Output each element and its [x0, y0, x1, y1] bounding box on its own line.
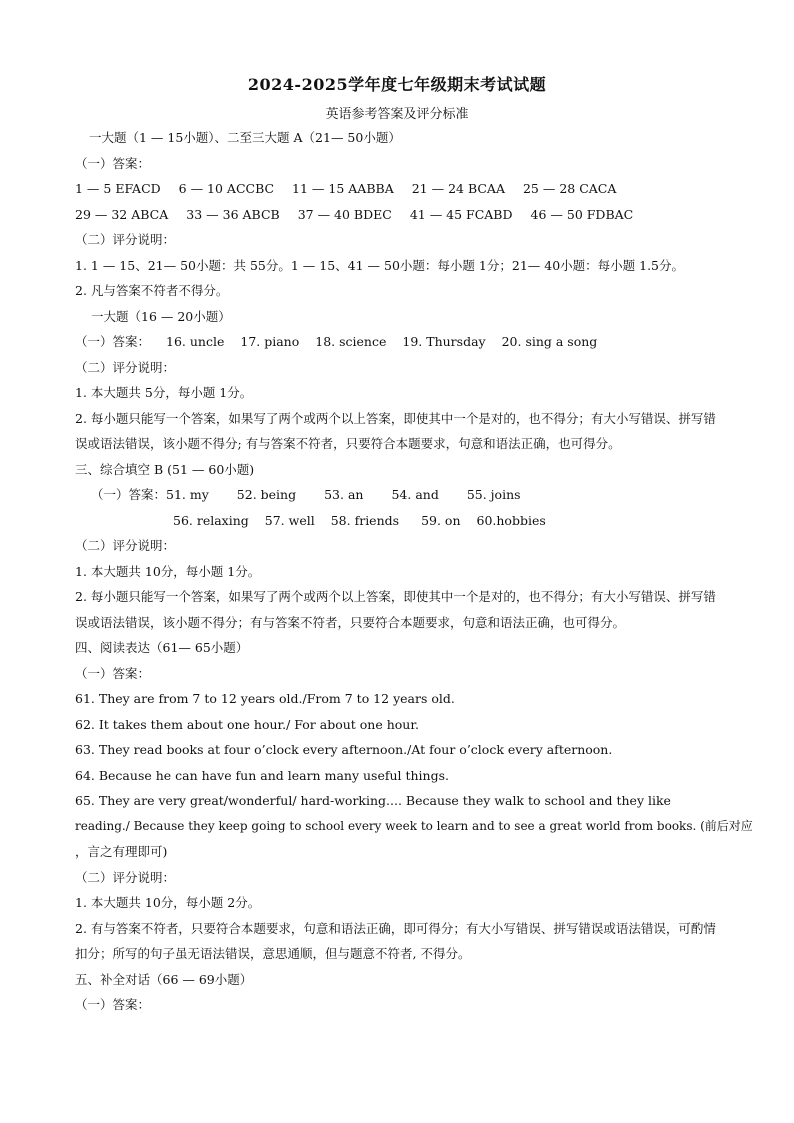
answer-group: 6 — 10 ACCBC: [178, 181, 275, 196]
answer-item: 16. uncle: [166, 334, 225, 349]
section4-heading: 四、阅读表达（61— 65小题）: [75, 640, 249, 655]
section1-eval-1: 1. 1 — 15、21— 50小题：共 55分。1 — 15、41 — 50小题：每小题 1分；21— 40小题：每小题 1.5分。: [75, 257, 684, 273]
answer-label: （一）答案：: [91, 487, 167, 502]
section5-answer-label: （一）答案：: [75, 997, 151, 1012]
answer-item: 19. Thursday: [402, 334, 486, 349]
answer-item: 17. piano: [240, 334, 300, 349]
section2-eval-label: （二）评分说明：: [75, 359, 176, 375]
answer-item: 58. friends: [330, 512, 400, 528]
section1-heading: 一大题（1 — 15小题）、二至三大题 A（21— 50小题）: [89, 130, 401, 145]
answer-group: 29 — 32 ABCA: [75, 206, 169, 222]
answer-group: 33 — 36 ABCB: [186, 206, 280, 222]
section3-eval-2: 2. 每小题只能写一个答案，如果写了两个或两个以上答案，即使其中一个是对的，也不得分；有大小写错误、拼写错误或语法错误，该小题不得分；有与答案不符者，只要符合本题要求，句意和语法正确，也可得分。: [75, 589, 716, 630]
section1-eval-label: （二）评分说明：: [75, 232, 176, 247]
section5-heading: 五、补全对话（66 — 69小题）: [75, 971, 253, 987]
section1-answers-row2: [75, 202, 725, 228]
answer-item: 20. sing a song: [501, 334, 598, 349]
answer-item: 18. science: [315, 334, 387, 349]
answer-64: 64. Because he can have fun and learn many useful things.: [75, 767, 449, 783]
answer-group: 25 — 28 CACA: [522, 181, 617, 196]
answer-group: 46 — 50 FDBAC: [530, 206, 634, 222]
answer-item: 55. joins: [466, 487, 521, 502]
answer-item: 59. on: [421, 512, 461, 528]
section2-heading: 一大题（16 — 20小题）: [91, 308, 231, 324]
section3-eval-1: 1. 本大题共 10分，每小题 1分。: [75, 563, 261, 579]
answer-group: 1 — 5 EFACD: [75, 181, 161, 196]
section1-answer-label: （一）答案：: [75, 155, 151, 171]
section2-answers: [75, 329, 725, 355]
section4-eval-1: 1. 本大题共 10分，每小题 2分。: [75, 895, 261, 910]
section4-eval-label: （二）评分说明：: [75, 869, 176, 885]
answer-65-line3: ，言之有理即可): [75, 844, 168, 859]
answer-61: 61. They are from 7 to 12 years old./From 7 to 12 years old.: [75, 691, 455, 706]
answer-65-line2: reading./ Because they keep going to school every week to learn and to see a great world from books. (前后对应: [75, 818, 753, 833]
answer-item: 52. being: [236, 487, 297, 502]
answer-group: 21 — 24 BCAA: [411, 181, 505, 196]
answer-item: 57. well: [264, 512, 315, 528]
page-title: 2024-2025学年度七年级期末考试试题: [247, 75, 547, 94]
section3-eval-label: （二）评分说明：: [75, 538, 176, 553]
section3-answers-row1: [75, 482, 725, 508]
section2-eval-1: 1. 本大题共 5分，每小题 1分。: [75, 385, 253, 400]
answer-item: 53. an: [324, 487, 364, 502]
answer-63: 63. They read books at four o’clock every afternoon./At four o’clock every afternoon.: [75, 742, 613, 757]
answer-group: 41 — 45 FCABD: [409, 206, 513, 222]
section3-heading: 三、综合填空 B (51 — 60小题): [75, 461, 255, 477]
section1-answers-row1: [75, 176, 725, 202]
section2-eval-2: 2. 每小题只能写一个答案，如果写了两个或两个以上答案，即使其中一个是对的，也不得分；有大小写错误、拼写错误或语法错误，该小题不得分; 有与答案不符者，只要符合本题要求，句意和语法正确，也可得分。: [75, 410, 716, 451]
section3-answers-row2: [75, 508, 725, 534]
section1-eval-2: 2. 凡与答案不符者不得分。: [75, 283, 229, 298]
answer-item: 54. and: [391, 487, 439, 502]
answer-group: 37 — 40 BDEC: [297, 206, 392, 222]
answer-group: 11 — 15 AABBA: [292, 181, 394, 196]
answer-label: （一）答案：: [75, 334, 151, 349]
answer-item: 56. relaxing: [173, 512, 249, 528]
section4-answer-label: （一）答案：: [75, 665, 151, 681]
answer-62: 62. It takes them about one hour./ For about one hour.: [75, 716, 419, 732]
answer-item: 60.hobbies: [476, 512, 546, 528]
answer-65-line1: 65. They are very great/wonderful/ hard-working.... Because they walk to school and they like: [75, 793, 671, 808]
document-body: [75, 125, 753, 1018]
section4-eval-2: 2. 有与答案不符者，只要符合本题要求，句意和语法正确，即可得分；有大小写错误、拼写错误或语法错误，可酌情扣分；所写的句子虽无语法错误，意思通顺，但与题意不符者, 不得分。: [75, 920, 716, 961]
answer-item: 51. my: [166, 487, 209, 502]
page-subtitle: 英语参考答案及评分标准: [325, 107, 469, 122]
